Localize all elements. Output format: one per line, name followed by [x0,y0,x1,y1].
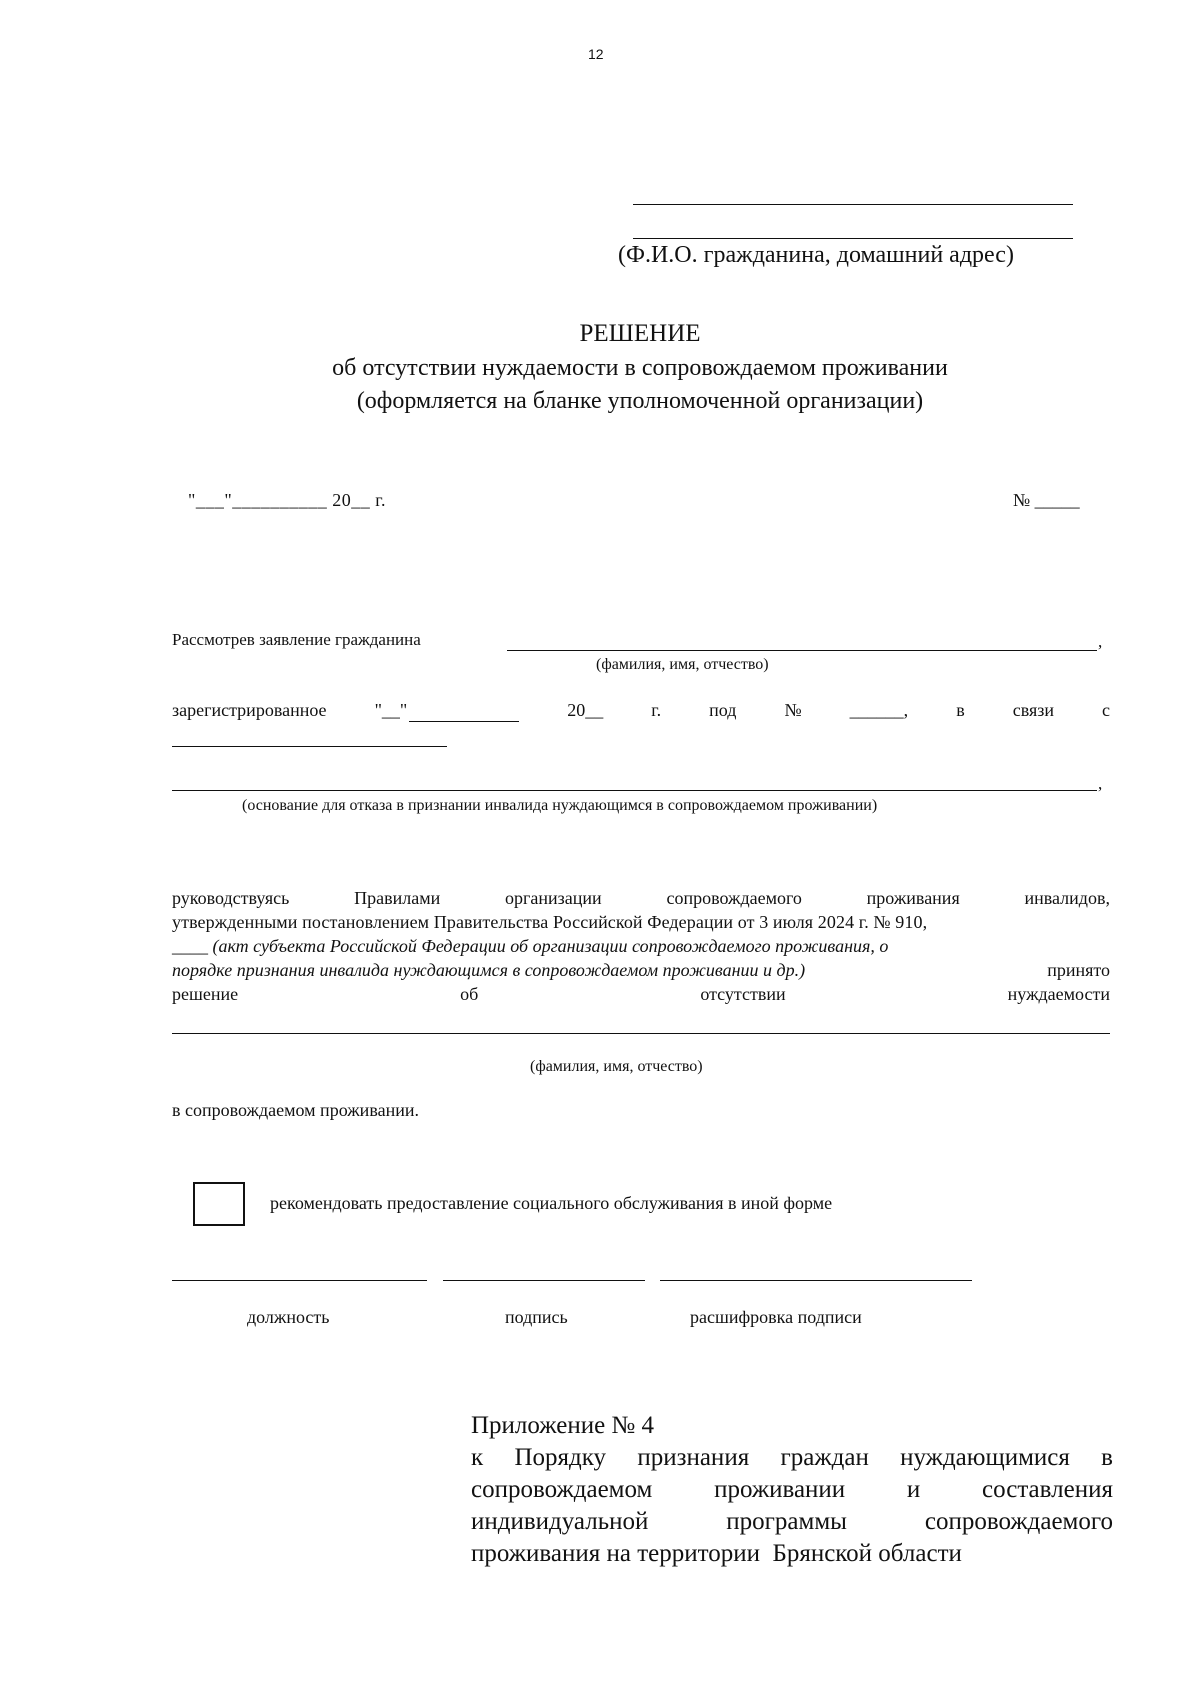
annex-word: граждан [780,1444,869,1471]
supported-living-text: в сопровождаемом проживании. [172,1100,419,1120]
annex-line-1 [471,1442,1113,1474]
guided-line-2: утвержденными постановлением Правительства Российской Федерации от 3 июля 2024 г. № 910, [172,912,928,932]
decision-word: решение [172,984,239,1004]
recipient-line-1[interactable] [633,204,1073,205]
applicant-name-line[interactable] [507,650,1097,651]
annex-word: к [471,1444,484,1471]
number-field[interactable]: № _____ [1013,490,1080,510]
position-caption: должность [247,1307,330,1327]
decision-name-line[interactable] [172,1033,1110,1034]
considered-label: Рассмотрев заявление гражданина [172,630,421,649]
annex-word: нуждающимися [900,1444,1070,1471]
annex-word: и [906,1476,921,1503]
basis-caption: (основание для отказа в признании инвалида нуждающимся в сопровождаемом проживании) [242,797,878,814]
act-blank[interactable]: ____ [172,936,208,956]
recommend-checkbox[interactable] [193,1182,245,1226]
annex-word: индивидуальной [471,1508,649,1535]
guided-line-3 [172,936,888,957]
document-title: РЕШЕНИЕ [579,320,701,347]
annex-block [471,1410,1113,1570]
accepted-word: принято [1047,960,1110,980]
document-subtitle-2: (оформляется на бланке уполномоченной организации) [356,388,924,414]
guided-word: руководствуясь [172,888,290,908]
basis-comma: , [1098,774,1103,793]
guided-line-1 [172,888,1110,909]
guided-line-5 [172,984,1110,1005]
reg-no: № [784,700,802,720]
document-subtitle-1: об отсутствии нуждаемости в сопровождаемом проживании [332,355,948,381]
reason-short-line[interactable] [172,746,447,747]
decision-word: нуждаемости [1007,984,1110,1004]
decision-word: отсутствии [700,984,786,1004]
guided-line-4 [172,960,1110,981]
reg-g: г. [651,700,662,720]
reg-with: с [1102,700,1110,720]
reg-connection: связи [1012,700,1054,720]
annex-word: Порядку [514,1444,607,1471]
reg-month-line[interactable] [409,700,519,722]
annex-title: Приложение № 4 [471,1412,655,1439]
reg-under: под [709,700,737,720]
decoding-caption: расшифровка подписи [690,1307,862,1327]
fio-caption: (фамилия, имя, отчество) [596,656,769,673]
annex-word: сопровождаемого [924,1508,1113,1535]
reg-in: в [956,700,965,720]
annex-line-2 [471,1474,1113,1506]
page-number: 12 [588,46,604,62]
date-field[interactable]: "___"__________ 20__ г. [188,490,387,510]
act-note-2: порядке признания инвалида нуждающимся в сопровождаемом проживании и др.) [172,960,806,980]
recipient-caption: (Ф.И.О. гражданина, домашний адрес) [618,242,1014,268]
annex-word: составления [982,1476,1113,1503]
guided-word: сопровождаемого [666,888,802,908]
registered-label: зарегистрированное [172,700,327,720]
basis-line[interactable] [172,790,1097,791]
guided-word: инвалидов, [1024,888,1110,908]
annex-word: программы [726,1508,847,1535]
signature-caption: подпись [505,1307,568,1327]
annex-word: признания [637,1444,750,1471]
registered-row [172,700,1110,722]
fio-caption-2: (фамилия, имя, отчество) [530,1058,703,1075]
annex-line-3 [471,1506,1113,1538]
guided-word: проживания [866,888,960,908]
decoding-line[interactable] [660,1280,972,1281]
annex-word: сопровождаемом [471,1476,653,1503]
applicant-comma: , [1098,632,1103,651]
annex-word: проживании [714,1476,846,1503]
guided-word: организации [505,888,602,908]
decision-word: об [460,984,479,1004]
recommend-label: рекомендовать предоставление социального обслуживания в иной форме [270,1193,833,1213]
reg-date-quote[interactable]: "__" [374,700,408,720]
reg-year[interactable]: 20__ [567,700,604,720]
act-note-1: (акт субъекта Российской Федерации об организации сопровождаемого проживания, о [212,936,889,956]
annex-word: в [1101,1444,1113,1471]
position-line[interactable] [172,1280,427,1281]
recipient-line-2[interactable] [633,238,1073,239]
guided-word: Правилами [354,888,441,908]
annex-line-4: проживания на территории Брянской области [471,1540,962,1567]
reg-num-blank[interactable]: ______, [849,700,909,720]
signature-line[interactable] [443,1280,645,1281]
